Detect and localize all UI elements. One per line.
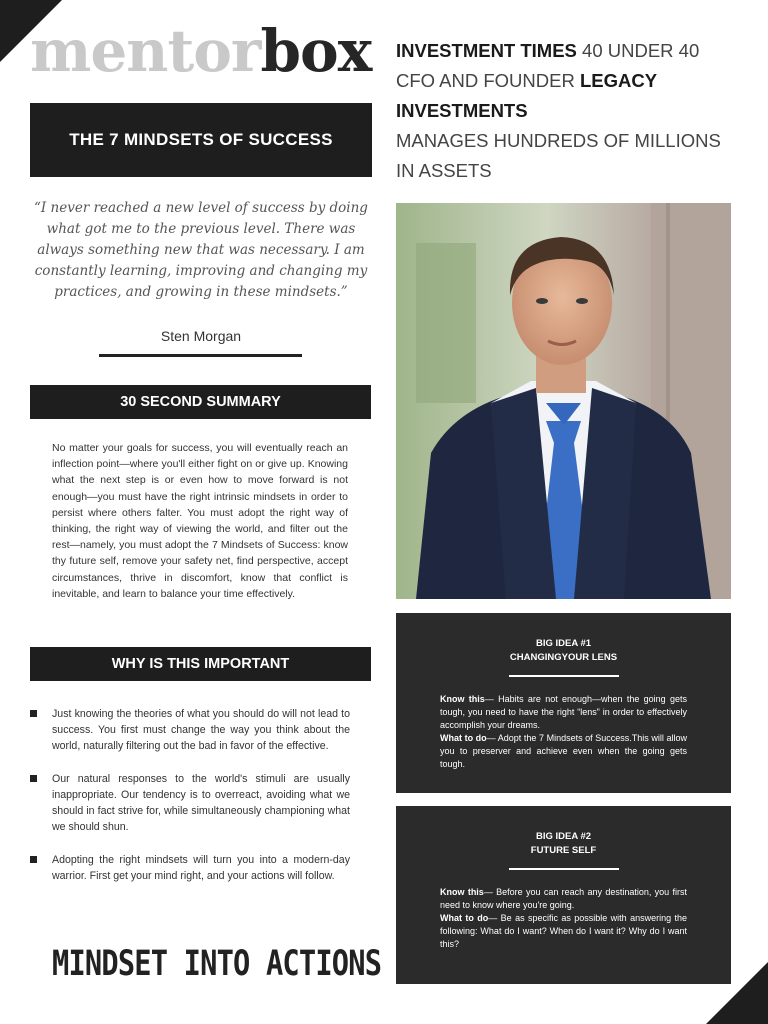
bullet-square-icon xyxy=(30,775,37,782)
bullet-square-icon xyxy=(30,710,37,717)
what-to-do-text: — Be as specific as possible with answering the following: What do I want? When do I want it? Why do I want this? xyxy=(440,913,687,949)
know-this-text: — Before you can reach any destination, you first need to know where you're going. xyxy=(440,887,688,910)
list-item xyxy=(30,771,350,835)
importance-heading-bar xyxy=(30,647,371,681)
divider xyxy=(509,675,619,677)
summary-heading: 30 SECOND SUMMARY xyxy=(120,394,281,410)
importance-heading: WHY IS THIS IMPORTANT xyxy=(111,656,290,672)
summary-text: No matter your goals for success, you will eventually reach an inflection point—where you'll either fight on or give up. Knowing what the next step is or even how to move forward is not enough—you must have the right intrinsic mindsets in order to persist where others falter. You must adopt the right way of thinking, the right way of viewing the world, and filter out the rest—namely, you must adopt the 7 Mindsets of Success: know thy future self, remove your safety net, find perspective, accept circumstances, thrive in discomfort, know that conflict is inevitable, and learn to balance your time effectively. xyxy=(52,442,348,600)
credential-legacy-investments: LEGACY INVESTMENTS xyxy=(396,70,657,121)
logo-part-box: box xyxy=(260,17,372,85)
divider xyxy=(509,868,619,870)
big-idea-card-1 xyxy=(396,613,731,793)
bullet-square-icon xyxy=(30,856,37,863)
summary-heading-bar xyxy=(30,385,371,419)
divider xyxy=(99,354,302,357)
credential-cfo-founder: CFO AND FOUNDER xyxy=(396,70,580,91)
bullet-text: Adopting the right mindsets will turn you into a modern-day warrior. First get your mind right, and your actions will follow. xyxy=(52,854,350,882)
mentorbox-logo xyxy=(30,17,372,85)
list-item xyxy=(30,852,350,884)
credential-40-under-40: 40 UNDER 40 xyxy=(576,40,700,61)
big-idea-card-2 xyxy=(396,806,731,984)
credential-investment-times: INVESTMENT TIMES xyxy=(396,40,577,61)
list-item xyxy=(30,706,350,754)
big-idea-label: BIG IDEA #1 xyxy=(535,638,592,649)
importance-list xyxy=(30,706,350,901)
big-idea-title: FUTURE SELF xyxy=(530,845,597,856)
logo-part-mentor: mentor xyxy=(30,17,261,85)
what-to-do-text: — Adopt the 7 Mindsets of Success.This will allow you to preserver and achieve even when the going gets tough. xyxy=(440,733,687,769)
mindset-into-actions-title: MINDSET INTO ACTIONS xyxy=(52,944,382,984)
big-idea-body xyxy=(396,693,731,771)
big-idea-label: BIG IDEA #2 xyxy=(535,831,592,842)
what-to-do-label: What to do xyxy=(440,733,487,743)
credential-assets: MANAGES HUNDREDS OF MILLIONS IN ASSETS xyxy=(396,130,721,181)
big-idea-body xyxy=(396,886,731,951)
author-credentials xyxy=(396,36,741,186)
bullet-text: Just knowing the theories of what you should do will not lead to success. You first must change the way you think about the world, naturally filtering out the bad in favor of the effective. xyxy=(52,708,350,752)
big-idea-header xyxy=(396,830,731,858)
big-idea-header xyxy=(396,637,731,665)
author-quote: “I never reached a new level of success by doing what got me to the previous level. There was always something new that was necessary. I am constantly learning, improving and changing my practices, and growing in these mindsets.” xyxy=(34,200,368,300)
what-to-do-label: What to do xyxy=(440,913,489,923)
quote-author: Sten Morgan xyxy=(160,328,242,344)
know-this-text: — Habits are not enough—when the going gets tough, you need to have the right “lens” in order to effectively accomplish your dreams. xyxy=(440,694,687,730)
author-photo xyxy=(396,203,731,599)
know-this-label: Know this xyxy=(440,694,485,704)
book-title: THE 7 MINDSETS OF SUCCESS xyxy=(69,130,333,149)
know-this-label: Know this xyxy=(440,887,484,897)
bullet-text: Our natural responses to the world's stimuli are usually inappropriate. Our tendency is to overreact, avoiding what we should in fact strive for, while simultaneously championing what we should shun. xyxy=(52,773,350,833)
big-idea-title: CHANGINGYOUR LENS xyxy=(509,652,618,663)
book-title-banner xyxy=(30,103,372,177)
